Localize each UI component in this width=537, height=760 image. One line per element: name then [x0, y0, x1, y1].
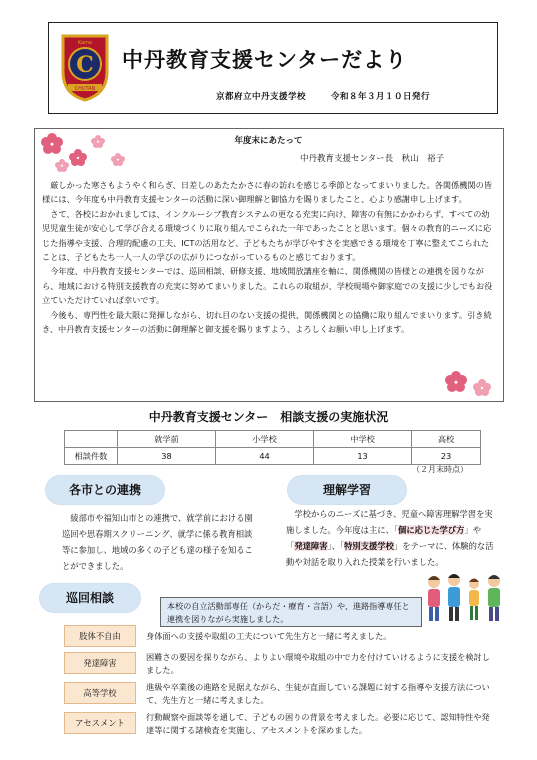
understanding-text	[286, 506, 496, 570]
rounds-desc-assessment: 行動観察や面談等を通して、子どもの困りの背景を考えました。必要に応じて、認知特性や発達等に関する諸検査を実施し、アセスメントを深めました。	[146, 712, 490, 735]
rounds-label-developmental: 発達障害	[64, 652, 136, 674]
table-header-cell: 高校	[412, 431, 481, 448]
message-paragraph: 厳しかった寒さもようやく和らぎ、日差しのあたたかさに春の訪れを感じる季節となってまいりました。各関係機関の皆様には、今年度も中丹教育支援センターの活動に深い御理解と御協力を賜りましたこと、心より感謝申し上げます。	[42, 180, 492, 205]
rounds-heading: 巡回相談	[40, 584, 140, 612]
message-paragraph: さて、各校におかれましては、インクルーシブ教育システムの更なる充実に向け、障害の有無にかかわらず、すべての幼児児童生徒が安心して学び合える環境づくりに取り組んでこられた一年であったことと思います。個々の教育的ニーズに応じた指導や支援、合理的配慮の工夫、ICTの活用など、子どもたちが学びやすさを実感できる環境を丁寧に整えてこられたことは、子どもたち一人一人の学びの広がりにつながっているものと感じております。	[42, 208, 492, 263]
table-header-cell	[65, 431, 118, 448]
cherry-blossom-icon	[442, 368, 502, 400]
newsletter-title: 中丹教育支援センターだより	[122, 48, 408, 72]
message-paragraph: 今後も、専門性を最大限に発揮しながら、切れ目のない支援の提供、関係機関との協働に取り組んでまいります。引き続き、中丹教育支援センターの活動に御理解と御支援を賜りますよう、よろしくお願い申し上げます。	[42, 309, 492, 335]
svg-text:C: C	[76, 52, 94, 78]
issuer-line	[216, 90, 430, 102]
stats-title: 中丹教育支援センター 相談支援の実施状況	[148, 410, 389, 424]
city-cooperation-text: 綾部市や福知山市との連携で、就学前における園巡回や思春期スクリーニング、就学に係る教育相談等に参加し、地域の多くの子ども達の様子を知ることができました。	[62, 513, 253, 571]
understanding-text-part: 」をテーマに、体験的な活動や対話を取り入れた授業を行いました。	[286, 541, 494, 567]
message-author: 中丹教育支援センター長 秋山 裕子	[300, 154, 445, 164]
rounds-desc-highschool: 進級や卒業後の進路を見据えながら、生徒が直面している課題に対する指導や支援方法について、先生方と一緒に考えました。	[146, 682, 490, 705]
stats-as-of: （２月末時点）	[412, 465, 468, 474]
issue-date: 令和８年３月１０日発行	[330, 92, 430, 102]
svg-text:Kamo: Kamo	[77, 40, 93, 46]
table-header-row	[65, 431, 481, 448]
city-cooperation-heading: 各市との連携	[46, 476, 164, 504]
school-crest-logo	[60, 32, 110, 102]
table-row-label: 相談件数	[65, 448, 118, 465]
understanding-heading: 理解学習	[288, 476, 406, 504]
highlight-topic: 発達障害	[294, 541, 328, 551]
table-cell: 23	[412, 448, 481, 465]
table-header-cell: 小学校	[216, 431, 314, 448]
school-name: 京都府立中丹支援学校	[216, 92, 307, 102]
table-cell: 13	[314, 448, 412, 465]
svg-text:CHUTAN: CHUTAN	[74, 86, 96, 92]
message-body	[42, 178, 494, 336]
understanding-text-part: 」、「	[327, 541, 345, 551]
table-header-cell: 就学前	[118, 431, 216, 448]
people-illustration-icon	[424, 568, 508, 624]
understanding-text-part: 学校からのニーズに基づき、児童へ障害理解学習を実施しました。今年度は主に、「	[286, 509, 493, 535]
stats-table	[64, 430, 481, 465]
message-title: 年度末にあたって	[234, 136, 303, 146]
message-paragraph: 今年度、中丹教育支援センターでは、巡回相談、研修支援、地域開放講座を軸に、関係機関の皆様との連携を図りながら、地域における特別支援教育の充実に努めてまいりました。これらの取組が、学校現場や御家庭での支援に少しでもお役立ていただけていれば幸いです。	[42, 266, 493, 306]
table-cell: 44	[216, 448, 314, 465]
rounds-intro: 本校の自立活動部専任（からだ・療育・言語）や、進路指導専任と連携を図りながら実施しました。	[160, 597, 422, 627]
rounds-desc-physical: 身体面への支援や取組の工夫について先生方と一緒に考えました。	[146, 631, 392, 641]
understanding-text-part: 」や「	[286, 525, 482, 551]
table-cell: 38	[118, 448, 216, 465]
rounds-label-assessment: アセスメント	[64, 712, 136, 734]
rounds-desc-developmental: 困難さの要因を探りながら、よりよい環境や取組の中で力を付けていけるように支援を検討しました。	[146, 652, 490, 675]
rounds-label-highschool: 高等学校	[64, 682, 136, 704]
table-row	[65, 448, 481, 465]
table-header-cell: 中学校	[314, 431, 412, 448]
highlight-topic: 特別支援学校	[344, 541, 394, 551]
rounds-label-physical: 肢体不自由	[64, 625, 136, 647]
highlight-topic: 個に応じた学び方	[398, 525, 465, 535]
